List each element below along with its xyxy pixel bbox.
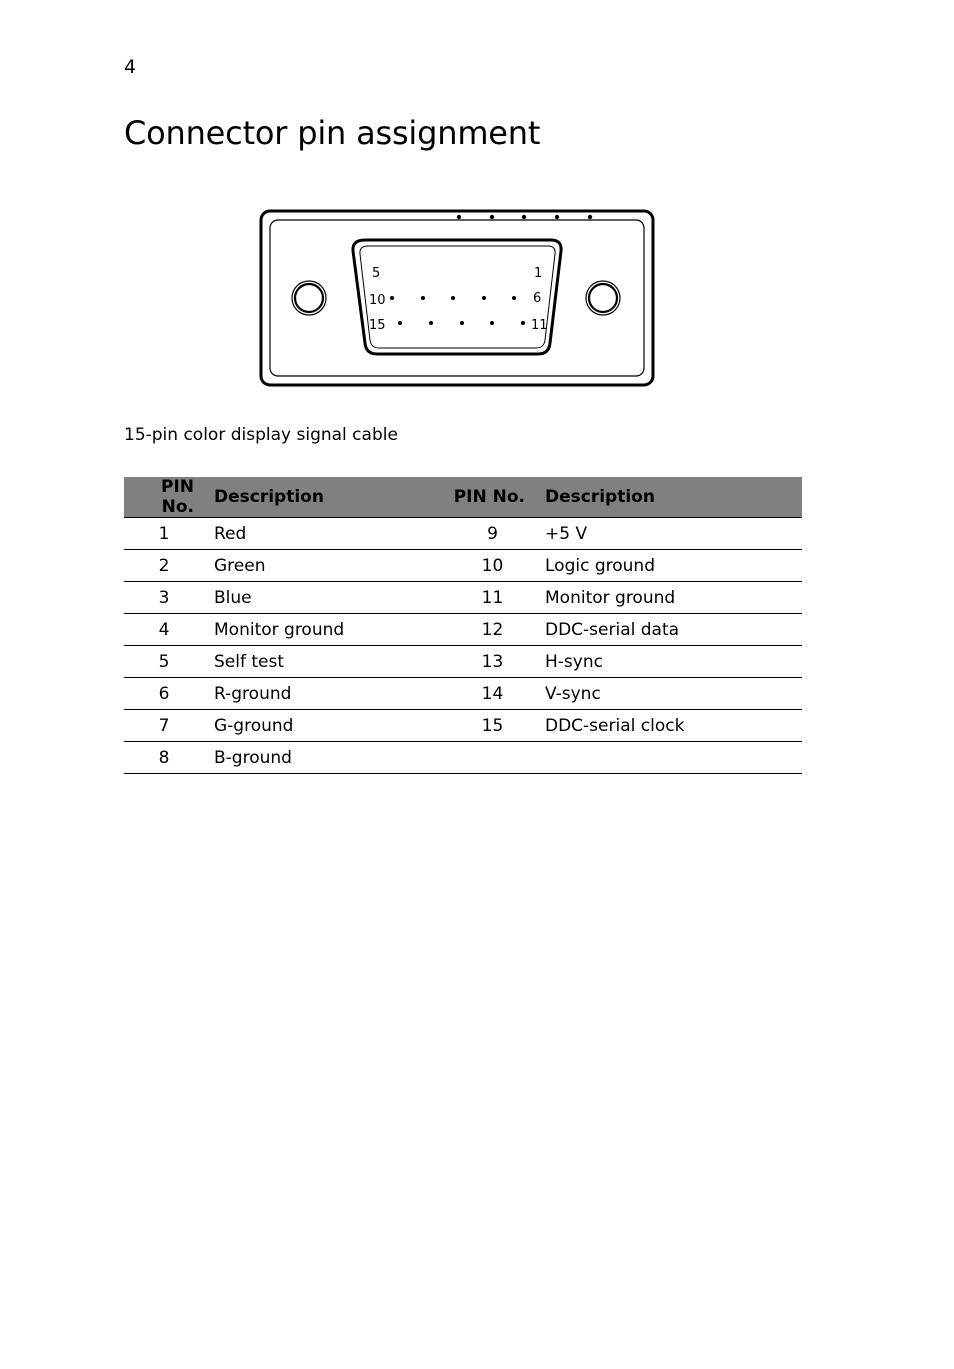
pin-description: Red xyxy=(204,518,450,550)
pin-number: 13 xyxy=(450,646,535,678)
pin-number: 9 xyxy=(450,518,535,550)
vga-connector-diagram xyxy=(255,205,660,393)
right-screw-hole-icon xyxy=(586,281,620,315)
pin-description: H-sync xyxy=(535,646,802,678)
pin-number: 7 xyxy=(124,710,204,742)
pin-number: 4 xyxy=(124,614,204,646)
header-pin-no: PIN No. xyxy=(450,477,535,518)
pin-number xyxy=(450,742,535,774)
pin-description: Self test xyxy=(204,646,450,678)
pin-description: +5 V xyxy=(535,518,802,550)
shell-top-dots xyxy=(457,215,592,219)
pin-description xyxy=(535,742,802,774)
figure-caption: 15-pin color display signal cable xyxy=(124,425,398,445)
table-header-row xyxy=(124,477,802,518)
pin-row-2 xyxy=(390,296,516,300)
pin-description: DDC-serial clock xyxy=(535,710,802,742)
pin-assignment-table xyxy=(124,477,802,774)
table-row xyxy=(124,646,802,678)
pin-description: Monitor ground xyxy=(204,614,450,646)
pin-description: Green xyxy=(204,550,450,582)
pin-number: 2 xyxy=(124,550,204,582)
pin-number: 6 xyxy=(124,678,204,710)
pin-label-6: 6 xyxy=(533,291,542,306)
pin-label-5: 5 xyxy=(372,266,381,281)
pin-description: Blue xyxy=(204,582,450,614)
page-number: 4 xyxy=(124,56,137,78)
pin-description: Logic ground xyxy=(535,550,802,582)
connector-outer-shell xyxy=(261,211,653,385)
table-row xyxy=(124,742,802,774)
table-row xyxy=(124,678,802,710)
pin-description: DDC-serial data xyxy=(535,614,802,646)
dsub-inner-trapezoid xyxy=(360,246,555,348)
table-row xyxy=(124,614,802,646)
table-row xyxy=(124,582,802,614)
pin-number: 8 xyxy=(124,742,204,774)
table-row xyxy=(124,518,802,550)
pin-description: G-ground xyxy=(204,710,450,742)
pin-description: V-sync xyxy=(535,678,802,710)
pin-number: 11 xyxy=(450,582,535,614)
left-screw-hole-icon xyxy=(292,281,326,315)
table-row xyxy=(124,710,802,742)
pin-number: 15 xyxy=(450,710,535,742)
pin-description: Monitor ground xyxy=(535,582,802,614)
header-pin-no: PIN No. xyxy=(124,477,204,518)
pin-number: 14 xyxy=(450,678,535,710)
pin-label-15: 15 xyxy=(369,318,386,333)
pin-row-3 xyxy=(398,321,525,325)
pin-label-10: 10 xyxy=(369,293,386,308)
pin-number: 3 xyxy=(124,582,204,614)
table-row xyxy=(124,550,802,582)
pin-label-11: 11 xyxy=(531,318,548,333)
pin-description: R-ground xyxy=(204,678,450,710)
header-description: Description xyxy=(204,477,450,518)
header-description: Description xyxy=(535,477,802,518)
pin-number: 12 xyxy=(450,614,535,646)
pin-number: 10 xyxy=(450,550,535,582)
page-title: Connector pin assignment xyxy=(124,114,541,152)
pin-label-1: 1 xyxy=(534,266,543,281)
pin-number: 5 xyxy=(124,646,204,678)
pin-number: 1 xyxy=(124,518,204,550)
pin-description: B-ground xyxy=(204,742,450,774)
